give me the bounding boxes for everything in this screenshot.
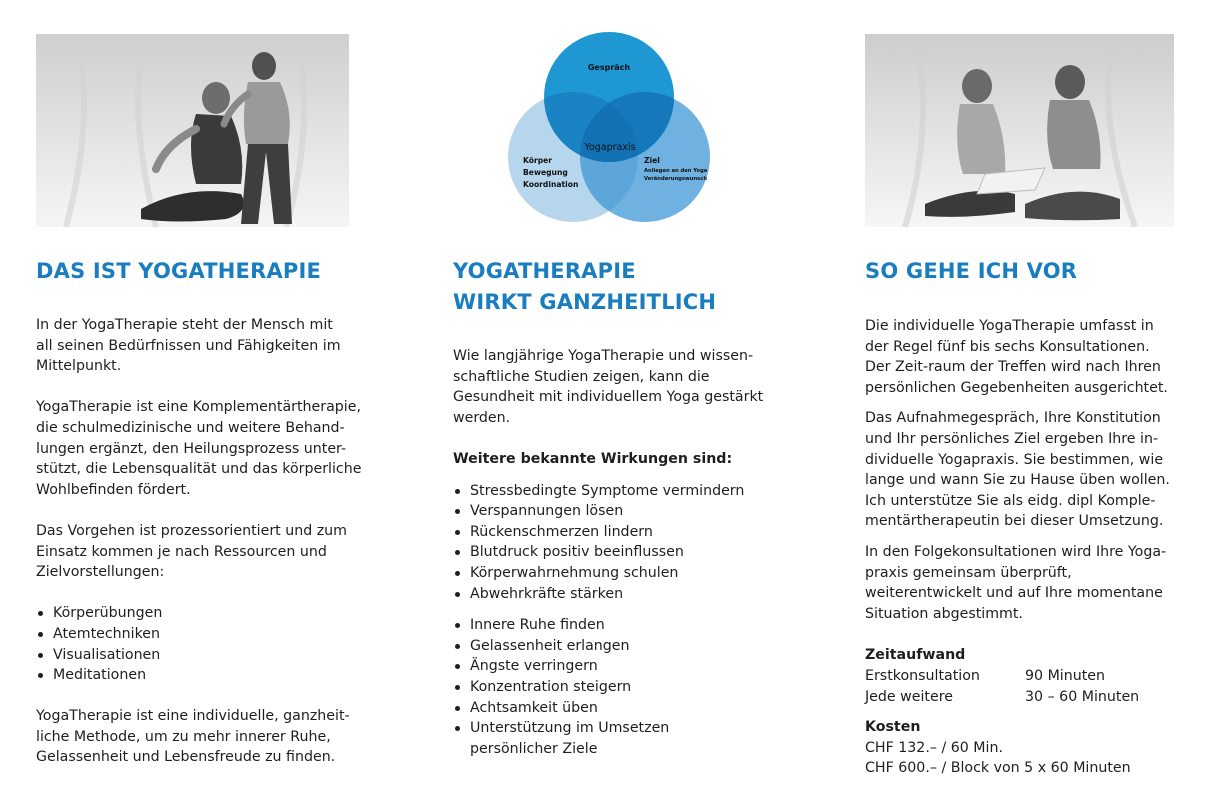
list-item: Stressbedingte Symptome vermindern [453,481,798,502]
time-value: 30 – 60 Minuten [1025,688,1140,705]
time-row [865,687,1185,708]
heading-so-gehe-ich-vor: SO GEHE ICH VOR [865,259,1078,283]
venn-diagram [505,30,715,230]
list-item: Rückenschmerzen lindern [453,522,798,543]
intro-text [36,315,376,768]
cost-line: CHF 132.– / 60 Min. [865,739,1003,756]
time-title: Zeitaufwand [865,647,966,664]
effects-text [453,346,798,759]
paragraph: YogaTherapie ist eine individuelle, ganzheit-liche Methode, um zu mehr innerer Ruhe, Gelassenheit und Lebensfreude zu finden. [36,708,350,766]
venn-label-left: Körper Bewegung Koordination [523,156,579,189]
paragraph: In der YogaTherapie steht der Mensch mit all seinen Bedürfnissen und Fähigkeiten im Mittelpunkt. [36,317,341,375]
procedure-text [865,316,1185,779]
paragraph: In den Folgekonsultationen wird Ihre Yoga-praxis gemeinsam überprüft, weiterentwickelt und auf Ihre momentane Situation abgestimmt. [865,543,1167,622]
time-row [865,666,1185,687]
time-label: Jede weitere [865,688,953,705]
paragraph: Das Vorgehen ist prozessorientiert und zum Einsatz kommen je nach Ressourcen und Zielvorstellungen: [36,522,347,581]
methods-list [36,603,376,685]
effects-list-a [453,481,798,605]
list-item: Körperwahrnehmung schulen [453,563,798,584]
list-item: Konzentration steigern [453,677,798,698]
list-item: Innere Ruhe finden [453,615,798,636]
heading-yogatherapie-wirkt-ganzheitlich [453,256,716,318]
venn-label-top: Gespräch [587,63,631,72]
venn-label-center: Yogapraxis [584,142,636,153]
list-item: Gelassenheit erlangen [453,636,798,657]
list-item: Visualisationen [36,645,376,666]
cost-title: Kosten [865,719,921,736]
paragraph: Wie langjährige YogaTherapie und wissen-schaftliche Studien zeigen, kann die Gesundheit mit individuellem Yoga gestärkt werden. [453,348,764,426]
list-item: Blutdruck positiv beeinflussen [453,542,798,563]
list-item: Achtsamkeit üben [453,698,798,719]
time-section [865,645,1185,707]
cost-line: CHF 600.– / Block von 5 x 60 Minuten [865,760,1131,777]
photo-consultation [865,34,1174,227]
effects-list-title: Weitere bekannte Wirkungen sind: [453,450,733,467]
heading-line: YOGATHERAPIE [453,259,636,283]
paragraph: YogaTherapie ist eine Komplementärtherapie, die schulmedizinische und weitere Behand-lungen ergänzt, den Heilungsprozess unter-stützt, die Lebensqualität und das körperliche Wohlbefinden fördert. [36,399,362,498]
paragraph: Das Aufnahmegespräch, Ihre Konstitution und Ihr persönliches Ziel ergeben Ihre in-dividuelle Yogapraxis. Sie bestimmen, wie lange und wann Sie zu Hause üben wollen. Ich unterstütze Sie als eidg. dipl Komple-mentärtherapeutin bei dieser Umsetzung. [865,410,1170,530]
list-item: Ängste verringern [453,656,798,677]
list-item: Verspannungen lösen [453,501,798,522]
list-item: Atemtechniken [36,624,376,645]
venn-label-right: Ziel Anliegen an den Yoga Veränderungswunsch [644,156,708,182]
photo-yoga-adjustment [36,34,349,227]
time-value: 90 Minuten [1025,667,1106,684]
list-item: Körperübungen [36,603,376,624]
cost-section [865,717,1185,779]
list-item: Meditationen [36,665,376,686]
list-item: Abwehrkräfte stärken [453,584,798,605]
paragraph: Die individuelle YogaTherapie umfasst in der Regel fünf bis sechs Konsultationen. Der Zeit-raum der Treffen wird nach Ihren persönlichen Gegebenheiten ausgerichtet. [865,318,1168,396]
effects-list-b [453,615,798,759]
heading-das-ist-yogatherapie: DAS IST YOGATHERAPIE [36,259,322,283]
heading-line: WIRKT GANZHEITLICH [453,290,717,314]
list-item: Unterstützung im Umsetzen persönlicher Ziele [453,718,690,759]
time-label: Erstkonsultation [865,667,980,684]
